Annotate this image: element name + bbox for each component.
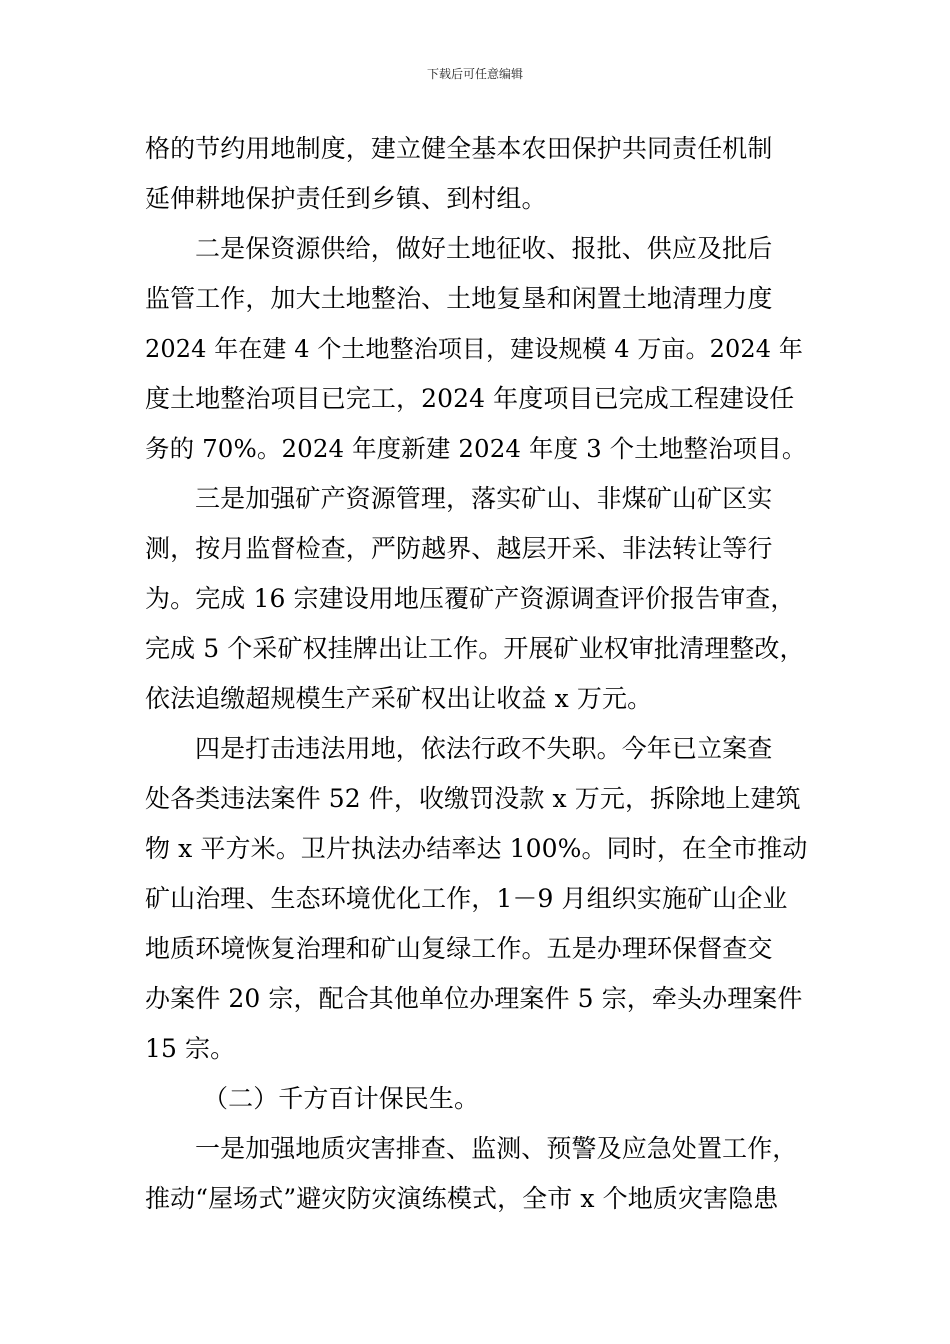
- text-line: 三是加强矿产资源管理，落实矿山、非煤矿山矿区实: [195, 484, 773, 513]
- text-line: 2024 年在建 4 个土地整治项目，建设规模 4 万亩。2024 年: [145, 335, 803, 363]
- text-line: 一是加强地质灾害排查、监测、预警及应急处置工作，: [195, 1134, 798, 1163]
- text-line: 办案件 20 宗，配合其他单位办理案件 5 宗，牵头办理案件: [145, 984, 803, 1013]
- text-line: 监管工作，加大土地整治、土地复垦和闲置土地清理力度: [145, 284, 773, 313]
- text-line: 依法追缴超规模生产采矿权出让收益 x 万元。: [145, 684, 653, 713]
- text-line: 二是保资源供给，做好土地征收、报批、供应及批后: [195, 234, 773, 263]
- text-line: 延伸耕地保护责任到乡镇、到村组。: [145, 184, 547, 213]
- text-line: 格的节约用地制度，建立健全基本农田保护共同责任机制: [145, 134, 773, 163]
- text-line: 完成 5 个采矿权挂牌出让工作。开展矿业权审批清理整改，: [145, 634, 805, 663]
- text-line: 处各类违法案件 52 件，收缴罚没款 x 万元，拆除地上建筑: [145, 784, 801, 813]
- text-line: 物 x 平方米。卫片执法办结率达 100%。同时，在全市推动: [145, 834, 808, 863]
- text-line: 推动“屋场式”避灾防灾演练模式，全市 x 个地质灾害隐患: [145, 1184, 779, 1213]
- text-line: 地质环境恢复治理和矿山复绿工作。五是办理环保督查交: [145, 934, 773, 963]
- text-line: （二）千方百计保民生。: [203, 1084, 480, 1113]
- text-line: 四是打击违法用地，依法行政不失职。今年已立案查: [195, 734, 773, 763]
- text-line: 矿山治理、生态环境优化工作，1－9 月组织实施矿山企业: [145, 884, 788, 913]
- text-line: 为。完成 16 宗建设用地压覆矿产资源调查评价报告审查，: [145, 584, 796, 613]
- header-note: 下载后可任意编辑: [426, 67, 523, 81]
- text-line: 测，按月监督检查，严防越界、越层开采、非法转让等行: [145, 534, 773, 563]
- text-line: 15 宗。: [145, 1034, 236, 1063]
- text-line: 度土地整治项目已完工，2024 年度项目已完成工程建设任: [145, 384, 795, 413]
- text-line: 务的 70%。2024 年度新建 2024 年度 3 个土地整治项目。: [145, 434, 807, 463]
- document-body: [145, 124, 809, 1224]
